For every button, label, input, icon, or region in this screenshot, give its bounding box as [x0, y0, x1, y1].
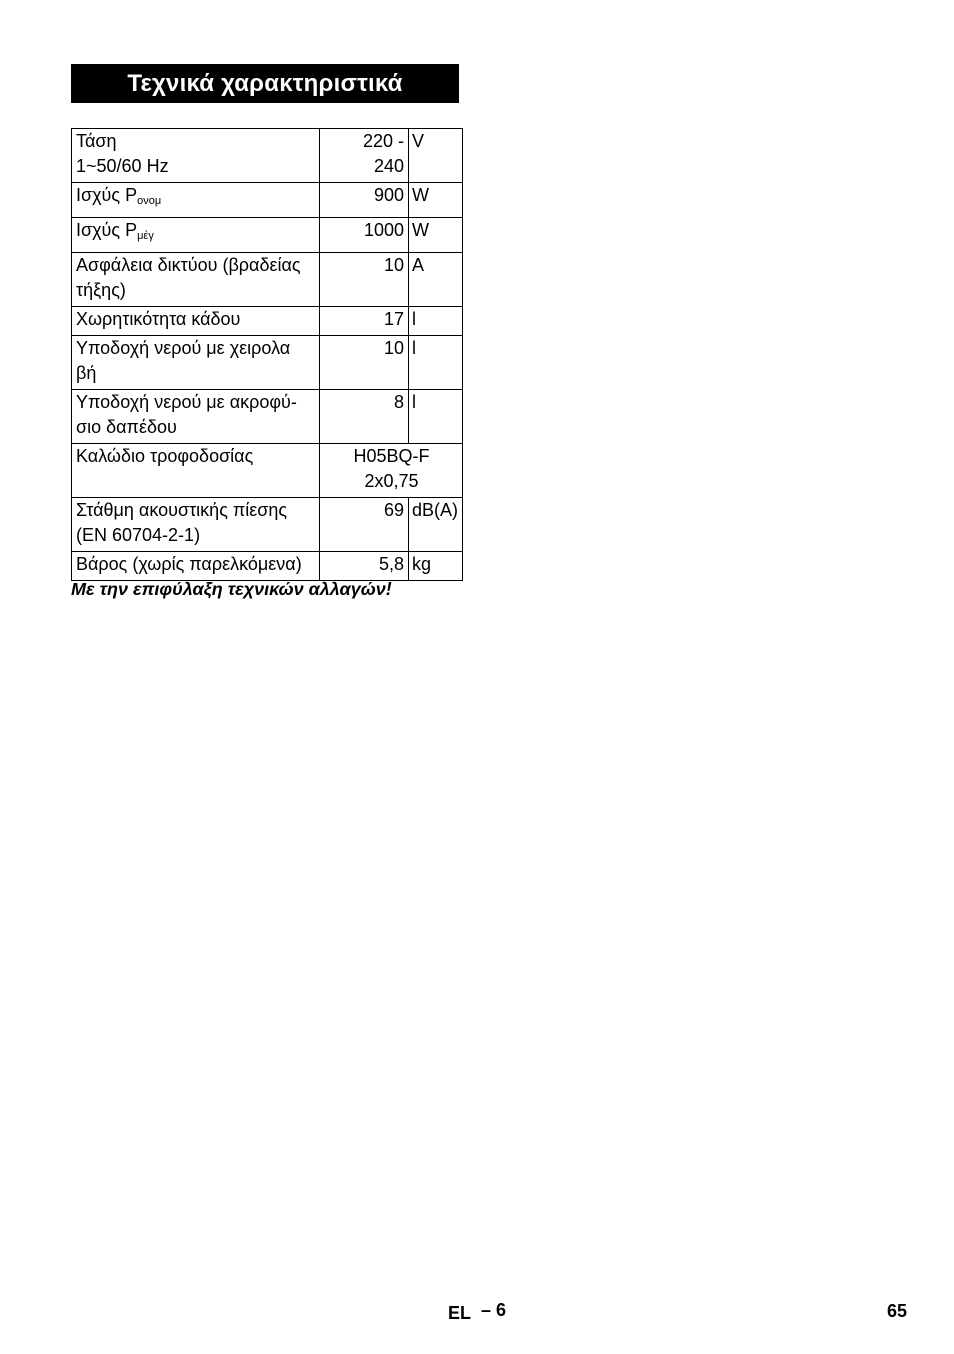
technical-changes-note: Με την επιφύλαξη τεχνικών αλλαγών! — [71, 579, 392, 599]
section-heading: Τεχνικά χαρακτηριστικά — [71, 64, 459, 103]
row-label: Υποδοχή νερού με ακροφύ- σιο δαπέδου — [72, 390, 320, 444]
row-label: Βάρος (χωρίς παρελκόμενα) — [72, 552, 320, 581]
technical-data-table — [71, 128, 463, 581]
footer-language: EL — [448, 1303, 472, 1323]
row-value: 10 — [320, 253, 409, 307]
row-unit: dB(A) — [409, 498, 463, 552]
row-value: 69 — [320, 498, 409, 552]
footer-section-page: – 6 — [481, 1300, 507, 1320]
table-row — [72, 218, 463, 253]
label-subscript: ονομ — [137, 195, 162, 207]
row-label: Στάθμη ακουστικής πίεσης (EN 60704-2-1) — [72, 498, 320, 552]
row-label: Καλώδιο τροφοδοσίας — [72, 444, 320, 498]
table-row — [72, 307, 463, 336]
row-label: Ισχύς $P_{o\nu o\mu}$ — [72, 183, 320, 218]
table-row — [72, 498, 463, 552]
table-row — [72, 253, 463, 307]
footer-section-marker — [448, 1298, 506, 1325]
row-value: 220 - 240 — [320, 129, 409, 183]
table-row — [72, 183, 463, 218]
row-unit: V — [409, 129, 463, 183]
row-unit: l — [409, 307, 463, 336]
label-subscript: μέγ — [137, 230, 154, 242]
page-number: 65 — [886, 1301, 907, 1321]
table-row — [72, 129, 463, 183]
row-value: 5,8 — [320, 552, 409, 581]
row-label: Υποδοχή νερού με χειρολα βή — [72, 336, 320, 390]
row-label: Χωρητικότητα κάδου — [72, 307, 320, 336]
row-unit: l — [409, 390, 463, 444]
row-value: 900 — [320, 183, 409, 218]
row-unit: kg — [409, 552, 463, 581]
row-value: 8 — [320, 390, 409, 444]
table-row — [72, 390, 463, 444]
row-value: 1000 — [320, 218, 409, 253]
row-label: Ισχύς $P_{\mu έ\gamma}$ — [72, 218, 320, 253]
row-unit: l — [409, 336, 463, 390]
row-label: Τάση 1~50/60 Hz — [72, 129, 320, 183]
row-value: H05BQ-F 2x0,75 — [320, 444, 463, 498]
table-row — [72, 336, 463, 390]
row-value: 17 — [320, 307, 409, 336]
row-unit: W — [409, 218, 463, 253]
row-value: 10 — [320, 336, 409, 390]
row-label: Ασφάλεια δικτύου (βραδείας τήξης) — [72, 253, 320, 307]
row-unit: W — [409, 183, 463, 218]
row-unit: A — [409, 253, 463, 307]
table-row — [72, 444, 463, 498]
